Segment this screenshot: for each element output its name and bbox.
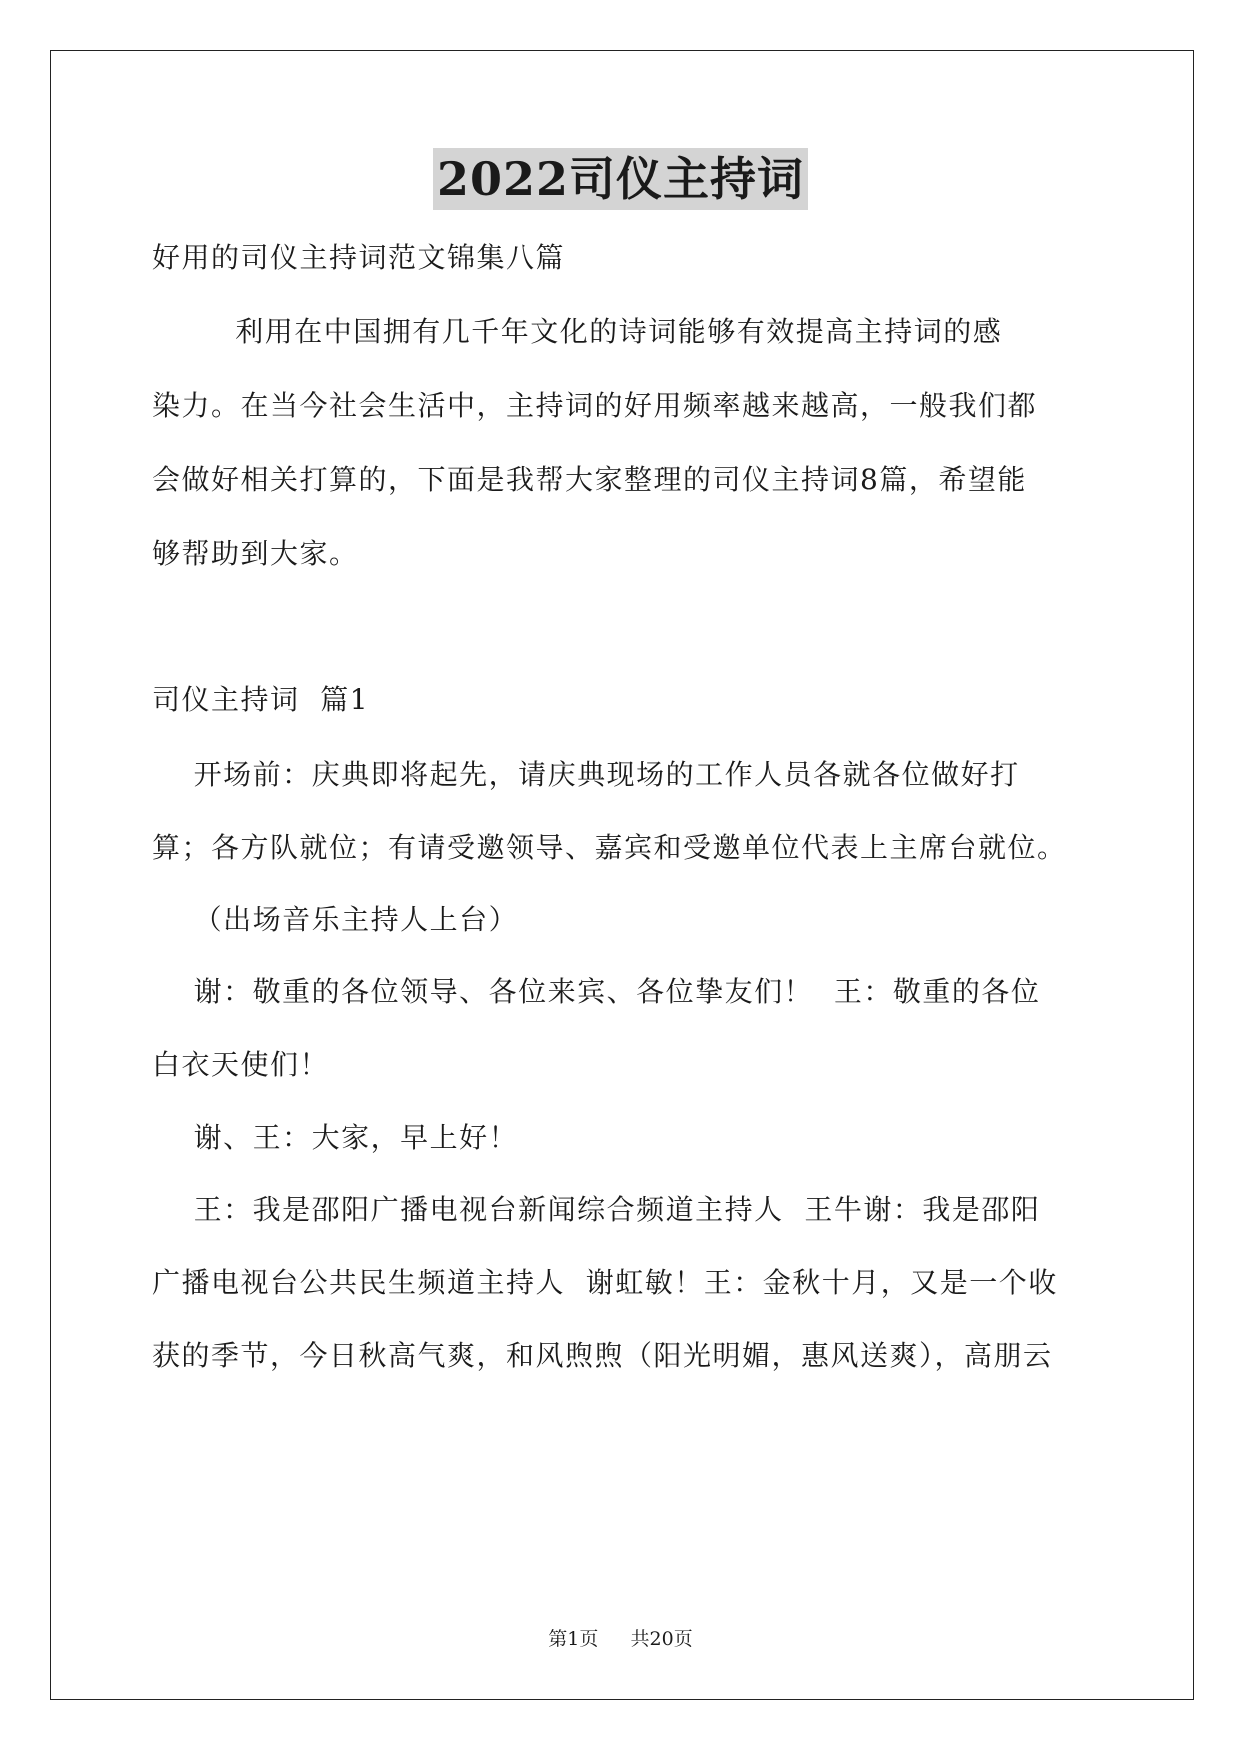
intro-line: 够帮助到大家。 [152,537,359,570]
intro-line: 会做好相关打算的，下面是我帮大家整理的司仪主持词8篇，希望能 [152,463,1027,496]
page-border [50,50,1194,1700]
body-line: 谢：敬重的各位领导、各位来宾、各位挚友们！ 王：敬重的各位 [152,975,1041,1008]
body-line: 广播电视台公共民生频道主持人 谢虹敏！王：金秋十月，又是一个收 [152,1266,1058,1299]
page-footer [0,1626,1241,1652]
subtitle: 好用的司仪主持词范文锦集八篇 [152,241,566,274]
intro-line: 染力。在当今社会生活中，主持词的好用频率越来越高，一般我们都 [152,389,1038,422]
page-total: 共20页 [630,1628,693,1650]
intro-line: 利用在中国拥有几千年文化的诗词能够有效提高主持词的感 [152,315,1003,348]
body-line: 获的季节，今日秋高气爽，和风煦煦（阳光明媚，惠风送爽），高朋云 [152,1339,1053,1372]
body-line: 谢、王：大家，早上好！ [152,1121,519,1154]
section-heading: 司仪主持词 篇1 [152,683,370,716]
body-line: 算；各方队就位；有请受邀领导、嘉宾和受邀单位代表上主席台就位。 [152,831,1067,864]
body-line: 王：我是邵阳广播电视台新闻综合频道主持人 王牛谢：我是邵阳 [152,1193,1041,1226]
body-line: 开场前：庆典即将起先，请庆典现场的工作人员各就各位做好打 [152,758,1020,791]
document-title: 2022司仪主持词 [433,148,808,210]
page-number: 第1页 [548,1628,599,1650]
body-line: 白衣天使们！ [152,1048,330,1081]
title-container [0,148,1241,210]
body-line: （出场音乐主持人上台） [152,903,519,936]
